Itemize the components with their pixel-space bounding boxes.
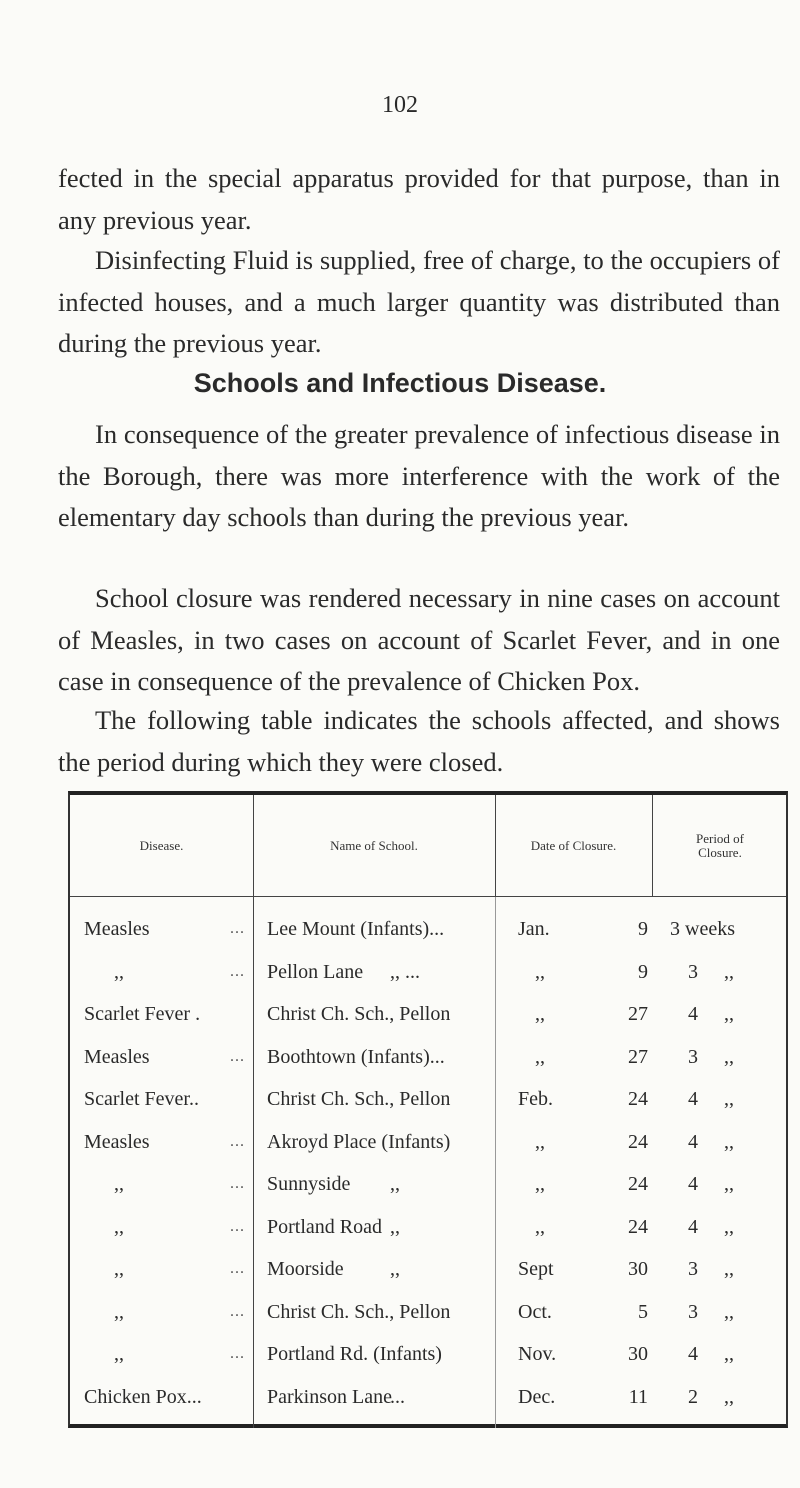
cell-school-name: Christ Ch. Sch., Pellon xyxy=(267,1300,451,1323)
paragraph-text: In consequence of the greater prevalence of infectious disease in the Borough, there was more interference with the work of the elementary day schools than during the previous year. xyxy=(58,419,780,532)
cell-month: Feb. xyxy=(518,1088,553,1110)
header-date: Date of Closure. xyxy=(530,837,617,853)
header-disease: Disease. xyxy=(139,837,184,853)
cell-month: Jan. xyxy=(518,918,550,940)
paragraph-disinfecting-fluid xyxy=(58,240,780,365)
header-period: Period of Closure. xyxy=(695,830,745,860)
cell-day: 24 xyxy=(628,1215,648,1238)
cell-school-ditto: ,, xyxy=(390,1215,400,1238)
cell-period-ditto: ,, xyxy=(724,1258,734,1280)
cell-disease: Measles xyxy=(84,1130,150,1153)
cell-day: 11 xyxy=(628,1385,648,1408)
table-row xyxy=(70,1206,786,1248)
cell-period-number: 3 xyxy=(688,1045,698,1068)
table-row xyxy=(70,1036,786,1078)
cell-school-ditto: ,, xyxy=(390,1258,400,1280)
cell-disease: ,, xyxy=(114,1258,124,1280)
cell-period-ditto: ,, xyxy=(724,1045,734,1068)
cell-disease-leader: ... xyxy=(230,1175,245,1192)
cell-period: 3 weeks xyxy=(670,918,735,940)
table-row xyxy=(70,1163,786,1205)
cell-month: ,, xyxy=(535,1045,545,1068)
cell-period-number: 4 xyxy=(688,1343,698,1365)
table-row xyxy=(70,993,786,1035)
paragraph-text: Disinfecting Fluid is supplied, free of charge, to the occupiers of infected houses, and a much larger quantity was distributed than during the previous year. xyxy=(58,245,780,358)
cell-month: Oct. xyxy=(518,1300,552,1323)
paragraph-text: The following table indicates the schools affected, and shows the period during which they were closed. xyxy=(58,705,780,777)
cell-disease-leader: ... xyxy=(230,962,245,980)
paragraph-text: School closure was rendered necessary in nine cases on account of Measles, in two cases on account of Scarlet Fever, and in one case in consequence of the prevalence of Chicken Pox. xyxy=(58,583,780,696)
header-rule xyxy=(70,896,786,897)
table-row xyxy=(70,1078,786,1120)
cell-month: ,, xyxy=(535,1003,545,1025)
cell-disease: Chicken Pox... xyxy=(84,1385,202,1408)
cell-period-number: 4 xyxy=(688,1215,698,1238)
cell-school-name: Akroyd Place (Infants) xyxy=(267,1130,451,1153)
table-row xyxy=(70,1376,786,1418)
cell-period-number: 3 xyxy=(688,1300,698,1323)
cell-period-ditto: ,, xyxy=(724,1343,734,1365)
cell-day: 30 xyxy=(628,1343,648,1365)
cell-day: 24 xyxy=(628,1173,648,1195)
cell-disease: ,, xyxy=(114,1343,124,1365)
cell-day: 5 xyxy=(638,1300,648,1323)
cell-disease-leader: ... xyxy=(230,1302,245,1320)
cell-school-ditto: ,, xyxy=(390,1173,400,1195)
paragraph-table-intro xyxy=(58,700,780,783)
table-row xyxy=(70,1291,786,1333)
cell-day: 27 xyxy=(628,1003,648,1025)
table-row xyxy=(70,1333,786,1375)
cell-day: 30 xyxy=(628,1258,648,1280)
cell-period-ditto: ,, xyxy=(724,1215,734,1238)
cell-period-ditto: ,, xyxy=(724,1003,734,1025)
table-row xyxy=(70,951,786,993)
cell-school-name: Christ Ch. Sch., Pellon xyxy=(267,1003,451,1025)
cell-month: ,, xyxy=(535,1173,545,1195)
cell-period-number: 4 xyxy=(688,1173,698,1195)
cell-month: Nov. xyxy=(518,1343,557,1365)
cell-period-number: 4 xyxy=(688,1003,698,1025)
cell-disease: ,, xyxy=(114,960,124,983)
cell-day: 24 xyxy=(628,1088,648,1110)
cell-disease: Measles xyxy=(84,918,150,940)
table-row xyxy=(70,1121,786,1163)
cell-month: Sept xyxy=(518,1258,554,1280)
section-heading: Schools and Infectious Disease. xyxy=(193,368,607,398)
cell-disease: ,, xyxy=(114,1300,124,1323)
cell-school-ditto: ... xyxy=(390,1385,405,1408)
cell-school-name: Portland Road xyxy=(267,1215,382,1238)
cell-period-number: 3 xyxy=(688,960,698,983)
cell-period-ditto: ,, xyxy=(724,1088,734,1110)
cell-school-name: Lee Mount (Infants)... xyxy=(267,918,445,940)
cell-school-name: Pellon Lane xyxy=(267,960,364,983)
cell-school-name: Boothtown (Infants)... xyxy=(267,1045,445,1068)
cell-period-ditto: ,, xyxy=(724,1130,734,1153)
paragraph-prevalence xyxy=(58,414,780,539)
cell-day: 9 xyxy=(638,918,648,940)
table-row xyxy=(70,1248,786,1290)
cell-disease-leader: ... xyxy=(230,1260,245,1277)
cell-disease-leader: ... xyxy=(230,1132,245,1150)
cell-disease: ,, xyxy=(114,1173,124,1195)
cell-disease-leader: ... xyxy=(230,920,245,937)
cell-disease: Measles xyxy=(84,1045,150,1068)
cell-period-ditto: ,, xyxy=(724,1300,734,1323)
cell-disease: ,, xyxy=(114,1215,124,1238)
table-row xyxy=(70,908,786,950)
cell-disease-leader: ... xyxy=(230,1345,245,1362)
cell-month: ,, xyxy=(535,1215,545,1238)
cell-period-ditto: ,, xyxy=(724,960,734,983)
cell-school-name: Portland Rd. (Infants) xyxy=(267,1343,442,1365)
cell-period-ditto: ,, xyxy=(724,1173,734,1195)
cell-day: 24 xyxy=(628,1130,648,1153)
paragraph-continuation xyxy=(58,158,780,241)
cell-day: 9 xyxy=(638,960,648,983)
cell-month: Dec. xyxy=(518,1385,556,1408)
cell-period-number: 3 xyxy=(688,1258,698,1280)
cell-disease-leader: ... xyxy=(230,1217,245,1235)
cell-school-ditto: ,, ... xyxy=(390,960,420,983)
cell-school-name: Parkinson Lane xyxy=(267,1385,392,1408)
cell-school-name: Christ Ch. Sch., Pellon xyxy=(267,1088,451,1110)
page-number: 102 xyxy=(382,92,418,118)
cell-disease: Scarlet Fever.. xyxy=(84,1088,199,1110)
cell-month: ,, xyxy=(535,960,545,983)
cell-month: ,, xyxy=(535,1130,545,1153)
cell-period-ditto: ,, xyxy=(724,1385,734,1408)
paragraph-school-closure xyxy=(58,578,780,703)
cell-day: 27 xyxy=(628,1045,648,1068)
cell-period-number: 4 xyxy=(688,1130,698,1153)
cell-period-number: 4 xyxy=(688,1088,698,1110)
header-school: Name of School. xyxy=(330,837,418,853)
cell-school-name: Moorside xyxy=(267,1258,344,1280)
cell-school-name: Sunnyside xyxy=(267,1173,351,1195)
cell-period-number: 2 xyxy=(688,1385,698,1408)
cell-disease: Scarlet Fever . xyxy=(84,1003,201,1025)
cell-disease-leader: ... xyxy=(230,1047,245,1065)
paragraph-text: fected in the special apparatus provided for that purpose, than in any previous year. xyxy=(58,163,780,235)
school-closure-table xyxy=(68,791,788,1428)
